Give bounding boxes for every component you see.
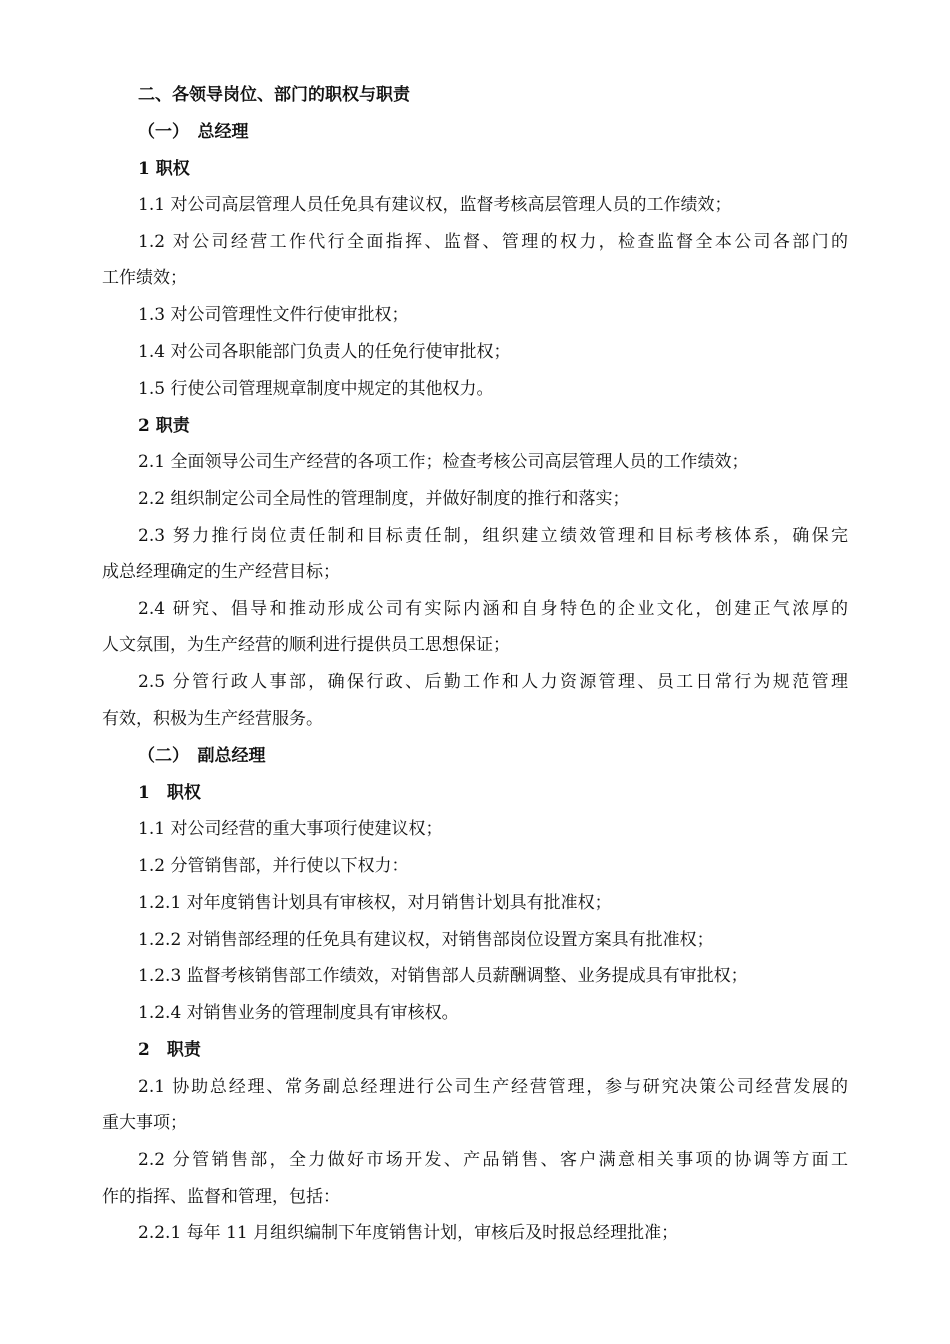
- gm-duty-2-1: 2.1 全面领导公司生产经营的各项工作；检查考核公司高层管理人员的工作绩效；: [138, 452, 749, 472]
- gm-heading: （一） 总经理: [138, 122, 249, 142]
- vgm-power-1-2-4: 1.2.4 对销售业务的管理制度具有审核权。: [138, 1003, 459, 1023]
- gm-power-1-2-line1: 1.2 对公司经营工作代行全面指挥、监督、管理的权力，检查监督全本公司各部门的: [138, 232, 848, 252]
- vgm-duty-2-2-1: 2.2.1 每年 11 月组织编制下年度销售计划，审核后及时报总经理批准；: [138, 1223, 679, 1243]
- gm-power-1-3: 1.3 对公司管理性文件行使审批权；: [138, 305, 409, 325]
- vgm-power-1-2: 1.2 分管销售部，并行使以下权力：: [138, 856, 409, 876]
- gm-power-1-2-line2: 工作绩效；: [102, 268, 187, 288]
- section-title: 二、各领导岗位、部门的职权与职责: [138, 85, 410, 105]
- vgm-powers-heading: 1 职权: [138, 783, 201, 803]
- gm-duty-2-2: 2.2 组织制定公司全局性的管理制度，并做好制度的推行和落实；: [138, 489, 630, 509]
- gm-duties-heading: 2 职责: [138, 416, 190, 436]
- gm-powers-heading: 1 职权: [138, 159, 190, 179]
- vgm-heading: （二） 副总经理: [138, 746, 266, 766]
- gm-power-1-1: 1.1 对公司高层管理人员任免具有建议权，监督考核高层管理人员的工作绩效；: [138, 195, 732, 215]
- gm-power-1-4: 1.4 对公司各职能部门负责人的任免行使审批权；: [138, 342, 511, 362]
- gm-duty-2-5-line1: 2.5 分管行政人事部，确保行政、后勤工作和人力资源管理、员工日常行为规范管理: [138, 672, 848, 692]
- vgm-duty-2-1-line1: 2.1 协助总经理、常务副总经理进行公司生产经营管理，参与研究决策公司经营发展的: [138, 1077, 848, 1097]
- vgm-power-1-2-3: 1.2.3 监督考核销售部工作绩效，对销售部人员薪酬调整、业务提成具有审批权；: [138, 966, 748, 986]
- vgm-power-1-2-1: 1.2.1 对年度销售计划具有审核权，对月销售计划具有批准权；: [138, 893, 612, 913]
- gm-duty-2-4-line1: 2.4 研究、倡导和推动形成公司有实际内涵和自身特色的企业文化，创建正气浓厚的: [138, 599, 848, 619]
- vgm-power-1-2-2: 1.2.2 对销售部经理的任免具有建议权，对销售部岗位设置方案具有批准权；: [138, 930, 714, 950]
- gm-duty-2-5-line2: 有效，积极为生产经营服务。: [102, 709, 323, 729]
- gm-power-1-5: 1.5 行使公司管理规章制度中规定的其他权力。: [138, 379, 494, 399]
- gm-duty-2-3-line1: 2.3 努力推行岗位责任制和目标责任制，组织建立绩效管理和目标考核体系，确保完: [138, 526, 848, 546]
- gm-duty-2-4-line2: 人文氛围，为生产经营的顺利进行提供员工思想保证；: [102, 635, 510, 655]
- vgm-duty-2-2-line1: 2.2 分管销售部，全力做好市场开发、产品销售、客户满意相关事项的协调等方面工: [138, 1150, 848, 1170]
- gm-duty-2-3-line2: 成总经理确定的生产经营目标；: [102, 562, 340, 582]
- vgm-power-1-1: 1.1 对公司经营的重大事项行使建议权；: [138, 819, 443, 839]
- vgm-duty-2-1-line2: 重大事项；: [102, 1113, 187, 1133]
- vgm-duty-2-2-line2: 作的指挥、监督和管理，包括：: [102, 1187, 340, 1207]
- vgm-duties-heading: 2 职责: [138, 1040, 201, 1060]
